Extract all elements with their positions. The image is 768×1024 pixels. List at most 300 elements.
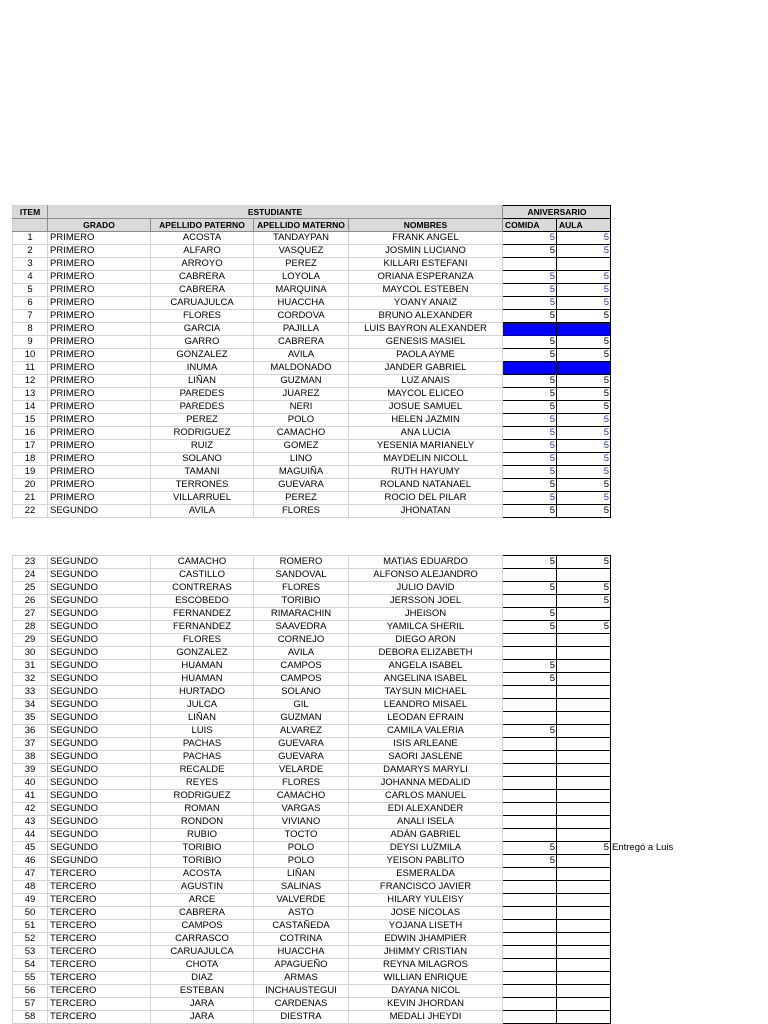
comida-cell[interactable]: [503, 868, 557, 881]
apellido-materno-cell: CASTAÑEDA: [254, 920, 349, 933]
item-cell: 37: [13, 738, 48, 751]
table-row: [13, 725, 611, 738]
aula-cell[interactable]: 5: [557, 297, 611, 310]
aula-cell[interactable]: 5: [557, 595, 611, 608]
grado-cell: SEGUNDO: [48, 816, 151, 829]
grado-cell: SEGUNDO: [48, 712, 151, 725]
header-nombres: NOMBRES: [349, 219, 503, 232]
comida-cell[interactable]: [503, 946, 557, 959]
comida-cell[interactable]: 5: [503, 245, 557, 258]
grado-cell: PRIMERO: [48, 388, 151, 401]
apellido-materno-cell: CORNEJO: [254, 634, 349, 647]
grado-cell: SEGUNDO: [48, 505, 151, 518]
apellido-materno-cell: CORDOVA: [254, 310, 349, 323]
table-row: [13, 673, 611, 686]
comida-cell[interactable]: [503, 959, 557, 972]
comida-cell[interactable]: [503, 699, 557, 712]
comida-cell[interactable]: [503, 751, 557, 764]
aula-cell[interactable]: 5: [557, 505, 611, 518]
nombres-cell: EDWIN JHAMPIER: [349, 933, 503, 946]
item-cell: 44: [13, 829, 48, 842]
comida-cell[interactable]: 5: [503, 375, 557, 388]
apellido-materno-cell: MAGUIÑA: [254, 466, 349, 479]
grado-cell: SEGUNDO: [48, 686, 151, 699]
nombres-cell: ISIS ARLEANE: [349, 738, 503, 751]
aula-cell[interactable]: [557, 634, 611, 647]
aula-cell[interactable]: [557, 868, 611, 881]
table-row: [13, 855, 611, 868]
aula-cell[interactable]: 5: [557, 232, 611, 245]
comida-cell[interactable]: 5: [503, 725, 557, 738]
apellido-materno-cell: CAMPOS: [254, 673, 349, 686]
nombres-cell: ANALI ISELA: [349, 816, 503, 829]
comida-cell[interactable]: 5: [503, 673, 557, 686]
apellido-materno-cell: ALVAREZ: [254, 725, 349, 738]
nombres-cell: JERSSON JOEL: [349, 595, 503, 608]
nombres-cell: YAMILCA SHERIL: [349, 621, 503, 634]
apellido-materno-cell: GUEVARA: [254, 479, 349, 492]
apellido-materno-cell: GUEVARA: [254, 738, 349, 751]
table-row: [13, 764, 611, 777]
apellido-paterno-cell: CABRERA: [151, 271, 254, 284]
apellido-paterno-cell: RODRIGUEZ: [151, 790, 254, 803]
aula-cell[interactable]: 5: [557, 479, 611, 492]
nombres-cell: PAOLA AYME: [349, 349, 503, 362]
table-row: [13, 777, 611, 790]
item-cell: 28: [13, 621, 48, 634]
aula-cell[interactable]: 5: [557, 271, 611, 284]
apellido-paterno-cell: AGUSTIN: [151, 881, 254, 894]
table-row: [13, 595, 611, 608]
comida-cell[interactable]: 5: [503, 660, 557, 673]
comida-cell[interactable]: [503, 972, 557, 985]
apellido-paterno-cell: RECALDE: [151, 764, 254, 777]
grado-cell: PRIMERO: [48, 284, 151, 297]
table-row: [13, 608, 611, 621]
aula-cell[interactable]: 5: [557, 310, 611, 323]
comida-cell[interactable]: 5: [503, 621, 557, 634]
comida-cell[interactable]: [503, 323, 557, 336]
apellido-paterno-cell: RUIZ: [151, 440, 254, 453]
aula-cell[interactable]: [557, 738, 611, 751]
table-row: [13, 323, 611, 336]
table-row: [13, 388, 611, 401]
apellido-paterno-cell: LIÑAN: [151, 712, 254, 725]
grado-cell: TERCERO: [48, 933, 151, 946]
apellido-materno-cell: VASQUEZ: [254, 245, 349, 258]
aula-cell[interactable]: 5: [557, 556, 611, 569]
apellido-paterno-cell: CASTILLO: [151, 569, 254, 582]
table-row: [13, 998, 611, 1011]
aula-cell[interactable]: [557, 673, 611, 686]
table-row: [13, 466, 611, 479]
grado-cell: PRIMERO: [48, 375, 151, 388]
nombres-cell: FRANK ANGEL: [349, 232, 503, 245]
comida-cell[interactable]: [503, 569, 557, 582]
table-row: [13, 829, 611, 842]
apellido-materno-cell: LINO: [254, 453, 349, 466]
aula-cell[interactable]: [557, 946, 611, 959]
grado-cell: SEGUNDO: [48, 855, 151, 868]
table-row: [13, 621, 611, 634]
apellido-paterno-cell: VILLARRUEL: [151, 492, 254, 505]
aula-cell[interactable]: [557, 712, 611, 725]
comida-cell[interactable]: 5: [503, 310, 557, 323]
aula-cell[interactable]: 5: [557, 388, 611, 401]
aula-cell[interactable]: 5: [557, 453, 611, 466]
table-row: [13, 258, 611, 271]
aula-cell[interactable]: [557, 855, 611, 868]
apellido-paterno-cell: ROMAN: [151, 803, 254, 816]
comida-cell[interactable]: [503, 894, 557, 907]
aula-cell[interactable]: [557, 972, 611, 985]
aula-cell[interactable]: 5: [557, 621, 611, 634]
aula-cell[interactable]: [557, 258, 611, 271]
aula-cell[interactable]: 5: [557, 401, 611, 414]
table-row: [13, 479, 611, 492]
comida-cell[interactable]: 5: [503, 284, 557, 297]
apellido-materno-cell: MALDONADO: [254, 362, 349, 375]
item-cell: 41: [13, 790, 48, 803]
item-cell: 45: [13, 842, 48, 855]
header-comida: COMIDA: [503, 219, 557, 232]
comida-cell[interactable]: 5: [503, 466, 557, 479]
apellido-paterno-cell: LIÑAN: [151, 375, 254, 388]
table-row: [13, 660, 611, 673]
apellido-paterno-cell: CARUAJULCA: [151, 946, 254, 959]
nombres-cell: LEODAN EFRAIN: [349, 712, 503, 725]
comida-cell[interactable]: [503, 634, 557, 647]
aula-cell[interactable]: [557, 829, 611, 842]
nombres-cell: HILARY YULEISY: [349, 894, 503, 907]
item-cell: 22: [13, 505, 48, 518]
header-item-blank: [13, 219, 48, 232]
comida-cell[interactable]: [503, 258, 557, 271]
table-row: [13, 336, 611, 349]
comida-cell[interactable]: 5: [503, 414, 557, 427]
note-text: Entregó a Luis: [612, 842, 674, 853]
apellido-paterno-cell: INUMA: [151, 362, 254, 375]
comida-cell[interactable]: [503, 803, 557, 816]
table-row: [13, 686, 611, 699]
apellido-materno-cell: RIMARACHIN: [254, 608, 349, 621]
apellido-paterno-cell: HURTADO: [151, 686, 254, 699]
aula-cell[interactable]: [557, 569, 611, 582]
aula-cell[interactable]: [557, 907, 611, 920]
apellido-paterno-cell: FERNANDEZ: [151, 621, 254, 634]
nombres-cell: ORIANA ESPERANZA: [349, 271, 503, 284]
aula-cell[interactable]: [557, 323, 611, 336]
comida-cell[interactable]: [503, 712, 557, 725]
apellido-materno-cell: ASTO: [254, 907, 349, 920]
comida-cell[interactable]: [503, 790, 557, 803]
aula-cell[interactable]: [557, 803, 611, 816]
comida-cell[interactable]: 5: [503, 453, 557, 466]
apellido-materno-cell: SAAVEDRA: [254, 621, 349, 634]
item-cell: 39: [13, 764, 48, 777]
comida-cell[interactable]: 5: [503, 855, 557, 868]
apellido-paterno-cell: ALFARO: [151, 245, 254, 258]
table-row: [13, 894, 611, 907]
item-cell: 1: [13, 232, 48, 245]
table-row: [13, 505, 611, 518]
apellido-materno-cell: GUZMAN: [254, 375, 349, 388]
table-row: [13, 427, 611, 440]
aula-cell[interactable]: 5: [557, 284, 611, 297]
table-row: [13, 881, 611, 894]
item-cell: 32: [13, 673, 48, 686]
comida-cell[interactable]: 5: [503, 492, 557, 505]
apellido-materno-cell: TORIBIO: [254, 595, 349, 608]
apellido-paterno-cell: DIAZ: [151, 972, 254, 985]
table-row: [13, 232, 611, 245]
aula-cell[interactable]: [557, 660, 611, 673]
apellido-paterno-cell: TORIBIO: [151, 855, 254, 868]
nombres-cell: CAMILA VALERIA: [349, 725, 503, 738]
aula-cell[interactable]: 5: [557, 349, 611, 362]
grado-cell: SEGUNDO: [48, 556, 151, 569]
apellido-materno-cell: AVILA: [254, 349, 349, 362]
aula-cell[interactable]: [557, 920, 611, 933]
grado-cell: PRIMERO: [48, 245, 151, 258]
header-estudiante: ESTUDIANTE: [48, 206, 503, 219]
apellido-paterno-cell: GARRO: [151, 336, 254, 349]
comida-cell[interactable]: 5: [503, 388, 557, 401]
apellido-paterno-cell: RONDON: [151, 816, 254, 829]
grado-cell: SEGUNDO: [48, 660, 151, 673]
aula-cell[interactable]: 5: [557, 375, 611, 388]
apellido-paterno-cell: AVILA: [151, 505, 254, 518]
comida-cell[interactable]: 5: [503, 608, 557, 621]
apellido-paterno-cell: REYES: [151, 777, 254, 790]
comida-cell[interactable]: [503, 362, 557, 375]
item-cell: 35: [13, 712, 48, 725]
aula-cell[interactable]: [557, 933, 611, 946]
nombres-cell: MATIAS EDUARDO: [349, 556, 503, 569]
comida-cell[interactable]: [503, 764, 557, 777]
apellido-materno-cell: POLO: [254, 414, 349, 427]
nombres-cell: JULIO DAVID: [349, 582, 503, 595]
apellido-paterno-cell: CABRERA: [151, 907, 254, 920]
apellido-materno-cell: SALINAS: [254, 881, 349, 894]
nombres-cell: MEDALI JHEYDI: [349, 1011, 503, 1024]
comida-cell[interactable]: 5: [503, 842, 557, 855]
grado-cell: SEGUNDO: [48, 725, 151, 738]
nombres-cell: WILLIAN ENRIQUE: [349, 972, 503, 985]
nombres-cell: EDI ALEXANDER: [349, 803, 503, 816]
aula-cell[interactable]: [557, 1011, 611, 1024]
apellido-paterno-cell: HUAMAN: [151, 660, 254, 673]
grado-cell: PRIMERO: [48, 310, 151, 323]
aula-cell[interactable]: 5: [557, 582, 611, 595]
comida-cell[interactable]: [503, 907, 557, 920]
apellido-paterno-cell: JARA: [151, 998, 254, 1011]
comida-cell[interactable]: 5: [503, 556, 557, 569]
table-row: [13, 972, 611, 985]
grado-cell: PRIMERO: [48, 232, 151, 245]
aula-cell[interactable]: [557, 842, 674, 855]
apellido-materno-cell: GUEVARA: [254, 751, 349, 764]
item-cell: 47: [13, 868, 48, 881]
comida-cell[interactable]: 5: [503, 427, 557, 440]
comida-cell[interactable]: [503, 985, 557, 998]
apellido-paterno-cell: RODRIGUEZ: [151, 427, 254, 440]
apellido-materno-cell: SOLANO: [254, 686, 349, 699]
apellido-materno-cell: CABRERA: [254, 336, 349, 349]
aula-cell[interactable]: [557, 725, 611, 738]
nombres-cell: LEANDRO MISAEL: [349, 699, 503, 712]
item-cell: 3: [13, 258, 48, 271]
apellido-materno-cell: FLORES: [254, 582, 349, 595]
apellido-materno-cell: VIVIANO: [254, 816, 349, 829]
comida-cell[interactable]: [503, 777, 557, 790]
apellido-materno-cell: ROMERO: [254, 556, 349, 569]
apellido-paterno-cell: PEREZ: [151, 414, 254, 427]
nombres-cell: MAYCOL ELICEO: [349, 388, 503, 401]
grado-cell: TERCERO: [48, 959, 151, 972]
aula-cell[interactable]: [557, 894, 611, 907]
apellido-paterno-cell: CAMPOS: [151, 920, 254, 933]
item-cell: 54: [13, 959, 48, 972]
item-cell: 8: [13, 323, 48, 336]
item-cell: 50: [13, 907, 48, 920]
nombres-cell: ANGELINA ISABEL: [349, 673, 503, 686]
nombres-cell: HELEN JAZMIN: [349, 414, 503, 427]
aula-cell[interactable]: 5: [557, 440, 611, 453]
nombres-cell: YESENIA MARIANELY: [349, 440, 503, 453]
item-cell: 18: [13, 453, 48, 466]
comida-cell[interactable]: 5: [503, 479, 557, 492]
nombres-cell: GENESIS MASIEL: [349, 336, 503, 349]
apellido-materno-cell: POLO: [254, 855, 349, 868]
comida-cell[interactable]: 5: [503, 232, 557, 245]
apellido-paterno-cell: PACHAS: [151, 751, 254, 764]
aula-cell[interactable]: 5: [557, 245, 611, 258]
item-cell: 38: [13, 751, 48, 764]
item-cell: 53: [13, 946, 48, 959]
nombres-cell: KEVIN JHORDAN: [349, 998, 503, 1011]
item-cell: 9: [13, 336, 48, 349]
comida-cell[interactable]: 5: [503, 440, 557, 453]
grado-cell: TERCERO: [48, 894, 151, 907]
aula-cell[interactable]: [557, 998, 611, 1011]
comida-cell[interactable]: [503, 738, 557, 751]
comida-cell[interactable]: 5: [503, 582, 557, 595]
apellido-paterno-cell: SOLANO: [151, 453, 254, 466]
table-row: [13, 271, 611, 284]
nombres-cell: RUTH HAYUMY: [349, 466, 503, 479]
aula-cell[interactable]: 5: [557, 414, 611, 427]
aula-cell[interactable]: [557, 881, 611, 894]
apellido-materno-cell: HUACCHA: [254, 946, 349, 959]
apellido-materno-cell: COTRINA: [254, 933, 349, 946]
comida-cell[interactable]: 5: [503, 401, 557, 414]
comida-cell[interactable]: [503, 881, 557, 894]
comida-cell[interactable]: [503, 829, 557, 842]
apellido-paterno-cell: HUAMAN: [151, 673, 254, 686]
comida-cell[interactable]: 5: [503, 271, 557, 284]
comida-cell[interactable]: 5: [503, 297, 557, 310]
apellido-paterno-cell: ACOSTA: [151, 868, 254, 881]
nombres-cell: JANDER GABRIEL: [349, 362, 503, 375]
comida-cell[interactable]: 5: [503, 505, 557, 518]
aula-cell[interactable]: [557, 751, 611, 764]
item-cell: 23: [13, 556, 48, 569]
aula-cell[interactable]: [557, 647, 611, 660]
nombres-cell: JOSMIN LUCIANO: [349, 245, 503, 258]
comida-cell[interactable]: [503, 933, 557, 946]
aula-cell[interactable]: [557, 699, 611, 712]
aula-cell[interactable]: [557, 608, 611, 621]
aula-cell[interactable]: 5: [557, 336, 611, 349]
grado-cell: SEGUNDO: [48, 751, 151, 764]
nombres-cell: DEBORA ELIZABETH: [349, 647, 503, 660]
nombres-cell: SAORI JASLENE: [349, 751, 503, 764]
item-cell: 14: [13, 401, 48, 414]
item-cell: 25: [13, 582, 48, 595]
item-cell: 51: [13, 920, 48, 933]
apellido-materno-cell: MARQUINA: [254, 284, 349, 297]
item-cell: 2: [13, 245, 48, 258]
aula-cell[interactable]: 5: [557, 492, 611, 505]
table-row: [13, 946, 611, 959]
item-cell: 12: [13, 375, 48, 388]
comida-cell[interactable]: [503, 595, 557, 608]
item-cell: 48: [13, 881, 48, 894]
nombres-cell: JHONATAN: [349, 505, 503, 518]
aula-cell[interactable]: [557, 764, 611, 777]
aula-cell[interactable]: [557, 686, 611, 699]
apellido-paterno-cell: JARA: [151, 1011, 254, 1024]
grado-cell: PRIMERO: [48, 492, 151, 505]
comida-cell[interactable]: [503, 920, 557, 933]
aula-cell[interactable]: [557, 777, 611, 790]
nombres-cell: TAYSUN MICHAEL: [349, 686, 503, 699]
comida-cell[interactable]: [503, 647, 557, 660]
table-row: [13, 985, 611, 998]
item-cell: 34: [13, 699, 48, 712]
apellido-materno-cell: CAMACHO: [254, 427, 349, 440]
aula-cell[interactable]: 5: [557, 427, 611, 440]
grado-cell: SEGUNDO: [48, 803, 151, 816]
nombres-cell: KILLARI ESTEFANI: [349, 258, 503, 271]
apellido-paterno-cell: PAREDES: [151, 388, 254, 401]
nombres-cell: ALFONSO ALEJANDRO: [349, 569, 503, 582]
grado-cell: PRIMERO: [48, 414, 151, 427]
comida-cell[interactable]: [503, 686, 557, 699]
aula-cell[interactable]: [557, 790, 611, 803]
table-row: [13, 401, 611, 414]
comida-cell[interactable]: 5: [503, 336, 557, 349]
comida-cell[interactable]: [503, 998, 557, 1011]
grado-cell: TERCERO: [48, 920, 151, 933]
table-row: [13, 933, 611, 946]
comida-cell[interactable]: [503, 1011, 557, 1024]
grado-cell: PRIMERO: [48, 271, 151, 284]
apellido-materno-cell: CARDENAS: [254, 998, 349, 1011]
student-table-top: [12, 205, 611, 518]
comida-cell[interactable]: 5: [503, 349, 557, 362]
aula-cell[interactable]: 5: [557, 466, 611, 479]
aula-cell[interactable]: [557, 362, 611, 375]
table-row: [13, 362, 611, 375]
comida-cell[interactable]: [503, 816, 557, 829]
grado-cell: SEGUNDO: [48, 621, 151, 634]
aula-cell[interactable]: [557, 959, 611, 972]
aula-cell[interactable]: [557, 985, 611, 998]
aula-cell[interactable]: [557, 816, 611, 829]
item-cell: 7: [13, 310, 48, 323]
